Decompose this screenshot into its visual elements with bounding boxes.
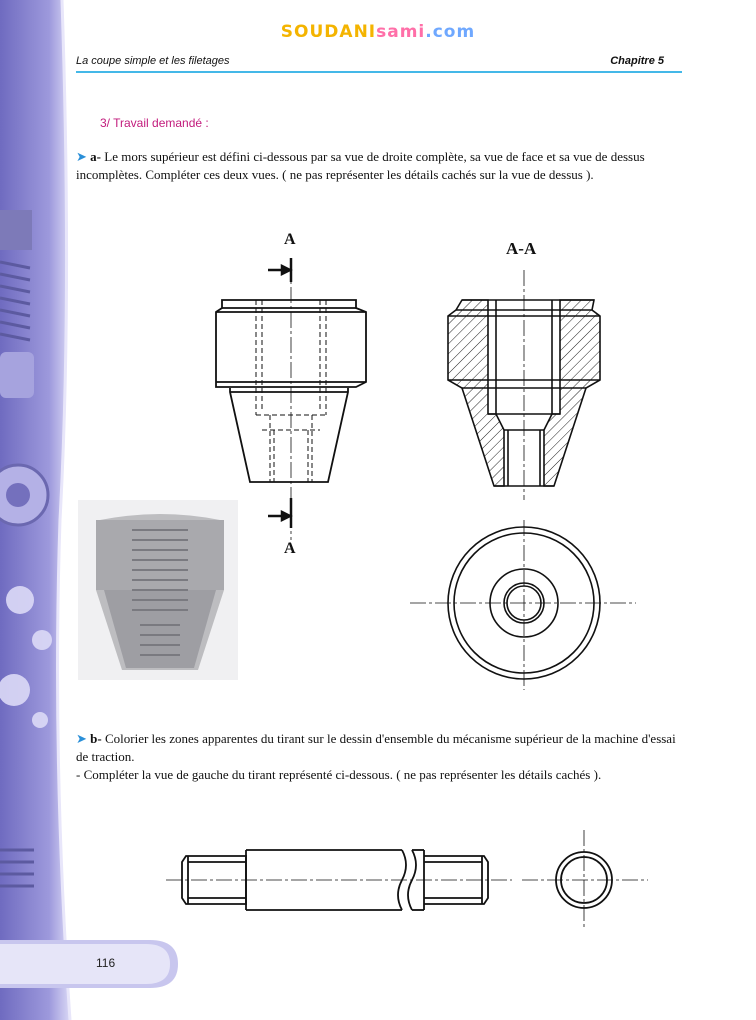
cut-label-top: A xyxy=(284,231,296,248)
page-number: 116 xyxy=(96,956,116,970)
page-tab xyxy=(0,940,190,988)
task-b-line2: - Compléter la vue de gauche du tirant représenté ci-dessous. ( ne pas représenter les détails cachés ). xyxy=(76,767,602,782)
task-a-text: Le mors supérieur est défini ci-dessous par sa vue de droite complète, sa vue de face et sa vue de dessus incomplètes. Compléter ces deux vues. ( ne pas représenter les détails cachés sur la vue de dessus ). xyxy=(76,149,645,182)
site-logo: SOUDANIsami.com xyxy=(280,22,476,42)
running-title: La coupe simple et les filetages xyxy=(76,55,230,67)
task-b-line1 xyxy=(76,730,676,766)
task-b-text-1: Colorier les zones apparentes du tirant sur le dessin d'ensemble du mécanisme supérieur de la machine d'essai de traction. xyxy=(76,731,676,764)
chapter-label: Chapitre 5 xyxy=(610,55,664,67)
task-b-paragraph xyxy=(76,730,676,784)
task-b-label: b- xyxy=(90,731,102,746)
section-heading: 3/ Travail demandé : xyxy=(100,116,209,130)
bullet-arrow-icon: ➤ xyxy=(76,149,87,164)
section-title: A-A xyxy=(506,239,537,258)
task-a-label: a- xyxy=(90,149,101,164)
cut-label-bottom: A xyxy=(284,540,296,557)
bullet-arrow-icon: ➤ xyxy=(76,731,87,746)
part-3d-render xyxy=(78,500,238,680)
